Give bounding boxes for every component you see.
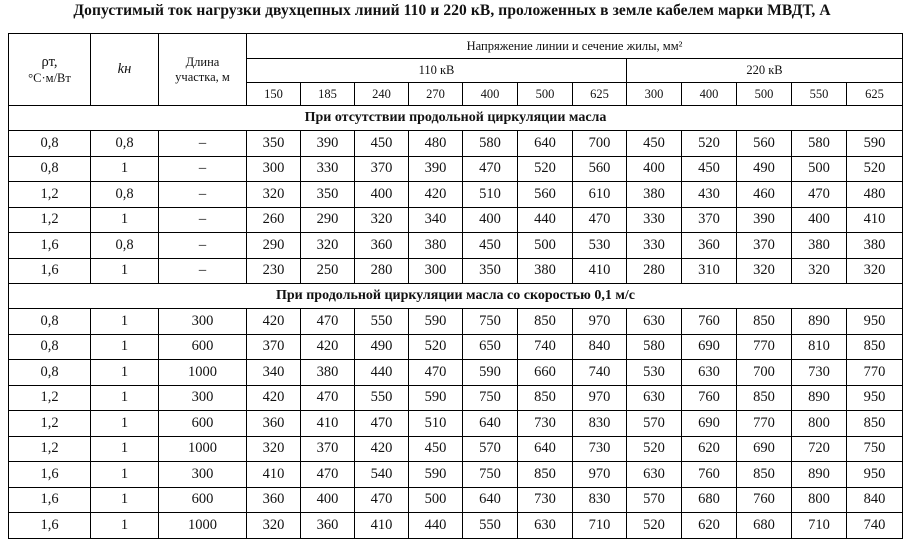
table-row <box>9 462 903 488</box>
section-220-4: 625 <box>847 83 903 106</box>
table-cell: 740 <box>847 513 903 539</box>
table-cell: 0,8 <box>9 131 91 157</box>
table-cell: 1000 <box>159 513 247 539</box>
section-220-1: 400 <box>682 83 737 106</box>
table-cell: 530 <box>627 360 682 386</box>
table-row <box>9 156 903 182</box>
table-cell: 0,8 <box>9 334 91 360</box>
table-cell: 1 <box>91 385 159 411</box>
table-cell: 420 <box>247 385 301 411</box>
table-cell: 410 <box>301 411 355 437</box>
table-row <box>9 207 903 233</box>
table-cell: 770 <box>737 411 792 437</box>
table-cell: 300 <box>247 156 301 182</box>
table-cell: 320 <box>247 436 301 462</box>
table-cell: 330 <box>627 233 682 259</box>
table-cell: 730 <box>518 411 573 437</box>
table-cell: 800 <box>792 487 847 513</box>
table-cell: 0,8 <box>9 309 91 335</box>
table-cell: 830 <box>573 487 627 513</box>
table-cell: 710 <box>792 513 847 539</box>
table-cell: 1 <box>91 462 159 488</box>
table-row <box>9 411 903 437</box>
table-cell: 340 <box>247 360 301 386</box>
table-cell: 610 <box>573 182 627 208</box>
table-cell: 730 <box>518 487 573 513</box>
table-cell: 590 <box>847 131 903 157</box>
table-cell: 1000 <box>159 360 247 386</box>
table-cell: 380 <box>301 360 355 386</box>
table-cell: 370 <box>737 233 792 259</box>
table-cell: 0,8 <box>9 360 91 386</box>
table-cell: 230 <box>247 258 301 284</box>
section-row <box>9 284 903 309</box>
table-cell: 410 <box>247 462 301 488</box>
section-220-0: 300 <box>627 83 682 106</box>
table-cell: 810 <box>792 334 847 360</box>
table-cell: 390 <box>409 156 463 182</box>
table-cell: 320 <box>301 233 355 259</box>
table-cell: 890 <box>792 462 847 488</box>
table-cell: 630 <box>627 462 682 488</box>
table-cell: 560 <box>573 156 627 182</box>
table-cell: 280 <box>355 258 409 284</box>
table-cell: 950 <box>847 462 903 488</box>
table-cell: 360 <box>355 233 409 259</box>
table-cell: 310 <box>682 258 737 284</box>
table-cell: 520 <box>847 156 903 182</box>
table-cell: 970 <box>573 309 627 335</box>
rho-symbol: ρт, <box>41 53 58 70</box>
table-cell: 0,8 <box>9 156 91 182</box>
table-row <box>9 360 903 386</box>
table-cell: 400 <box>627 156 682 182</box>
table-cell: – <box>159 131 247 157</box>
table-cell: 560 <box>518 182 573 208</box>
table-cell: 720 <box>792 436 847 462</box>
table-cell: 320 <box>792 258 847 284</box>
table-cell: 370 <box>355 156 409 182</box>
table-cell: 540 <box>355 462 409 488</box>
table-cell: 320 <box>737 258 792 284</box>
section-110-1: 185 <box>301 83 355 106</box>
table-cell: 280 <box>627 258 682 284</box>
rho-header <box>9 34 91 106</box>
table-cell: 500 <box>409 487 463 513</box>
table-cell: 290 <box>247 233 301 259</box>
table-cell: 750 <box>463 462 518 488</box>
table-cell: 590 <box>409 385 463 411</box>
section-row <box>9 106 903 131</box>
section-title: При продольной циркуляции масла со скоростью 0,1 м/с <box>9 284 903 309</box>
table-cell: 850 <box>847 411 903 437</box>
table-cell: 1 <box>91 309 159 335</box>
table-cell: 580 <box>792 131 847 157</box>
table-cell: 1 <box>91 334 159 360</box>
section-110-3: 270 <box>409 83 463 106</box>
table-cell: 470 <box>409 360 463 386</box>
table-cell: 1,2 <box>9 207 91 233</box>
table-cell: 290 <box>301 207 355 233</box>
table-cell: 470 <box>792 182 847 208</box>
table-row <box>9 334 903 360</box>
page-title: Допустимый ток нагрузки двухцепных линий 110 и 220 кВ, проложенных в земле кабелем марки МВДТ, А <box>73 2 831 19</box>
table-cell: 470 <box>301 309 355 335</box>
table-cell: 390 <box>737 207 792 233</box>
table-cell: 660 <box>518 360 573 386</box>
table-cell: 750 <box>463 385 518 411</box>
table-cell: 760 <box>682 462 737 488</box>
table-cell: 400 <box>301 487 355 513</box>
table-cell: – <box>159 182 247 208</box>
table-cell: 1,2 <box>9 411 91 437</box>
table-cell: 320 <box>847 258 903 284</box>
table-cell: 850 <box>737 385 792 411</box>
table-cell: 450 <box>409 436 463 462</box>
table-cell: 470 <box>301 385 355 411</box>
table-cell: 570 <box>463 436 518 462</box>
table-cell: 760 <box>682 309 737 335</box>
table-cell: 890 <box>792 385 847 411</box>
table-cell: 1,6 <box>9 462 91 488</box>
table-cell: 490 <box>737 156 792 182</box>
table-cell: 620 <box>682 436 737 462</box>
table-cell: 770 <box>847 360 903 386</box>
section-title: При отсутствии продольной циркуляции масла <box>9 106 903 131</box>
table-cell: 630 <box>627 385 682 411</box>
table-cell: 1 <box>91 207 159 233</box>
table-cell: 590 <box>463 360 518 386</box>
table-cell: 630 <box>627 309 682 335</box>
table-cell: 890 <box>792 309 847 335</box>
table-cell: 380 <box>627 182 682 208</box>
length-label-line2: участка, м <box>175 69 230 84</box>
table-cell: 1000 <box>159 436 247 462</box>
voltage-110-header: 110 кВ <box>247 59 627 83</box>
table-cell: 0,8 <box>91 131 159 157</box>
table-cell: 750 <box>463 309 518 335</box>
table-cell: 350 <box>463 258 518 284</box>
table-cell: 850 <box>518 309 573 335</box>
table-cell: 740 <box>573 360 627 386</box>
table-cell: 360 <box>247 411 301 437</box>
table-cell: 850 <box>737 462 792 488</box>
table-cell: 680 <box>737 513 792 539</box>
table-cell: 850 <box>737 309 792 335</box>
table-cell: 550 <box>463 513 518 539</box>
table-cell: 420 <box>301 334 355 360</box>
table-cell: 650 <box>463 334 518 360</box>
table-cell: 400 <box>463 207 518 233</box>
table-cell: 400 <box>355 182 409 208</box>
table-cell: 340 <box>409 207 463 233</box>
table-cell: 510 <box>463 182 518 208</box>
section-220-3: 550 <box>792 83 847 106</box>
table-cell: 0,8 <box>91 233 159 259</box>
table-cell: 950 <box>847 309 903 335</box>
table-cell: 600 <box>159 487 247 513</box>
table-cell: 630 <box>518 513 573 539</box>
table-cell: 420 <box>355 436 409 462</box>
table-cell: 470 <box>573 207 627 233</box>
table-cell: 380 <box>518 258 573 284</box>
table-cell: 530 <box>573 233 627 259</box>
table-cell: 520 <box>682 131 737 157</box>
table-cell: 390 <box>301 131 355 157</box>
section-110-6: 625 <box>573 83 627 106</box>
table-cell: 450 <box>682 156 737 182</box>
table-cell: 430 <box>682 182 737 208</box>
table-cell: 970 <box>573 462 627 488</box>
voltage-220-header: 220 кВ <box>627 59 903 83</box>
table-cell: 1 <box>91 360 159 386</box>
table-cell: 450 <box>627 131 682 157</box>
table-row <box>9 436 903 462</box>
table-cell: 640 <box>518 436 573 462</box>
table-cell: – <box>159 156 247 182</box>
table-cell: – <box>159 258 247 284</box>
table-cell: 500 <box>518 233 573 259</box>
table-cell: 520 <box>409 334 463 360</box>
table-cell: 460 <box>737 182 792 208</box>
table-cell: 600 <box>159 334 247 360</box>
table-cell: 570 <box>627 487 682 513</box>
table-cell: 350 <box>301 182 355 208</box>
table-cell: 300 <box>409 258 463 284</box>
table-cell: 1,2 <box>9 436 91 462</box>
table-cell: 630 <box>682 360 737 386</box>
table-row <box>9 182 903 208</box>
table-cell: 440 <box>409 513 463 539</box>
length-label-line1: Длина <box>185 54 220 69</box>
table-cell: 300 <box>159 309 247 335</box>
table-cell: 370 <box>682 207 737 233</box>
table-body <box>9 106 903 539</box>
section-110-2: 240 <box>355 83 409 106</box>
table-cell: 450 <box>463 233 518 259</box>
table-cell: 760 <box>682 385 737 411</box>
table-cell: 470 <box>355 487 409 513</box>
table-cell: 800 <box>792 411 847 437</box>
table-cell: 380 <box>409 233 463 259</box>
table-cell: 330 <box>301 156 355 182</box>
length-header <box>159 34 247 106</box>
table-cell: 760 <box>737 487 792 513</box>
table-cell: 730 <box>573 436 627 462</box>
table-cell: – <box>159 207 247 233</box>
table-cell: 740 <box>518 334 573 360</box>
table-cell: 300 <box>159 462 247 488</box>
table-cell: 470 <box>355 411 409 437</box>
table-cell: 950 <box>847 385 903 411</box>
table-cell: 1,6 <box>9 258 91 284</box>
table-cell: 0,8 <box>91 182 159 208</box>
table-cell: – <box>159 233 247 259</box>
table-cell: 440 <box>355 360 409 386</box>
table-cell: 520 <box>627 436 682 462</box>
table-cell: 410 <box>847 207 903 233</box>
table-cell: 560 <box>737 131 792 157</box>
table-cell: 1 <box>91 411 159 437</box>
table-cell: 480 <box>847 182 903 208</box>
table-cell: 320 <box>247 513 301 539</box>
table-cell: 330 <box>627 207 682 233</box>
table-cell: 580 <box>463 131 518 157</box>
table-cell: 640 <box>518 131 573 157</box>
table-cell: 550 <box>355 309 409 335</box>
section-220-2: 500 <box>737 83 792 106</box>
table-cell: 260 <box>247 207 301 233</box>
table-row <box>9 131 903 157</box>
table-cell: 1 <box>91 487 159 513</box>
table-cell: 570 <box>627 411 682 437</box>
table-cell: 470 <box>463 156 518 182</box>
table-cell: 690 <box>737 436 792 462</box>
table-cell: 380 <box>792 233 847 259</box>
table-cell: 1,6 <box>9 513 91 539</box>
table-cell: 320 <box>247 182 301 208</box>
section-110-0: 150 <box>247 83 301 106</box>
table-cell: 640 <box>463 411 518 437</box>
table-cell: 1,6 <box>9 233 91 259</box>
current-table <box>8 33 903 539</box>
table-cell: 470 <box>301 462 355 488</box>
table-cell: 380 <box>847 233 903 259</box>
table-cell: 350 <box>247 131 301 157</box>
table-row <box>9 385 903 411</box>
table-cell: 690 <box>682 411 737 437</box>
table-cell: 850 <box>847 334 903 360</box>
table-cell: 840 <box>573 334 627 360</box>
table-cell: 700 <box>737 360 792 386</box>
table-cell: 700 <box>573 131 627 157</box>
table-cell: 420 <box>409 182 463 208</box>
table-cell: 640 <box>463 487 518 513</box>
table-cell: 1 <box>91 258 159 284</box>
kn-header <box>91 34 159 106</box>
table-cell: 690 <box>682 334 737 360</box>
table-cell: 590 <box>409 462 463 488</box>
table-row <box>9 487 903 513</box>
table-cell: 680 <box>682 487 737 513</box>
table-cell: 1 <box>91 436 159 462</box>
table-cell: 970 <box>573 385 627 411</box>
table-cell: 590 <box>409 309 463 335</box>
table-cell: 750 <box>847 436 903 462</box>
table-cell: 770 <box>737 334 792 360</box>
table-cell: 510 <box>409 411 463 437</box>
table-row <box>9 233 903 259</box>
table-cell: 1 <box>91 156 159 182</box>
rho-unit: °С·м/Вт <box>28 70 71 85</box>
table-cell: 1,2 <box>9 385 91 411</box>
table-cell: 1,2 <box>9 182 91 208</box>
table-row <box>9 309 903 335</box>
table-cell: 360 <box>301 513 355 539</box>
table-cell: 360 <box>682 233 737 259</box>
table-cell: 450 <box>355 131 409 157</box>
table-row <box>9 513 903 539</box>
table-cell: 320 <box>355 207 409 233</box>
table-cell: 710 <box>573 513 627 539</box>
table-cell: 580 <box>627 334 682 360</box>
table-cell: 1,6 <box>9 487 91 513</box>
table-cell: 360 <box>247 487 301 513</box>
table-cell: 1 <box>91 513 159 539</box>
table-cell: 850 <box>518 462 573 488</box>
section-110-4: 400 <box>463 83 518 106</box>
table-cell: 370 <box>247 334 301 360</box>
voltage-section-header: Напряжение линии и сечение жилы, мм² <box>247 34 903 59</box>
table-cell: 620 <box>682 513 737 539</box>
table-cell: 370 <box>301 436 355 462</box>
table-cell: 600 <box>159 411 247 437</box>
table-cell: 400 <box>792 207 847 233</box>
table-cell: 500 <box>792 156 847 182</box>
table-cell: 850 <box>518 385 573 411</box>
table-cell: 730 <box>792 360 847 386</box>
table-cell: 440 <box>518 207 573 233</box>
table-cell: 830 <box>573 411 627 437</box>
table-cell: 840 <box>847 487 903 513</box>
table-cell: 480 <box>409 131 463 157</box>
table-cell: 250 <box>301 258 355 284</box>
section-110-5: 500 <box>518 83 573 106</box>
table-row <box>9 258 903 284</box>
table-cell: 490 <box>355 334 409 360</box>
table-cell: 420 <box>247 309 301 335</box>
kn-symbol: kн <box>117 61 132 77</box>
table-cell: 550 <box>355 385 409 411</box>
table-cell: 520 <box>518 156 573 182</box>
table-cell: 410 <box>355 513 409 539</box>
table-cell: 300 <box>159 385 247 411</box>
table-cell: 410 <box>573 258 627 284</box>
table-cell: 520 <box>627 513 682 539</box>
